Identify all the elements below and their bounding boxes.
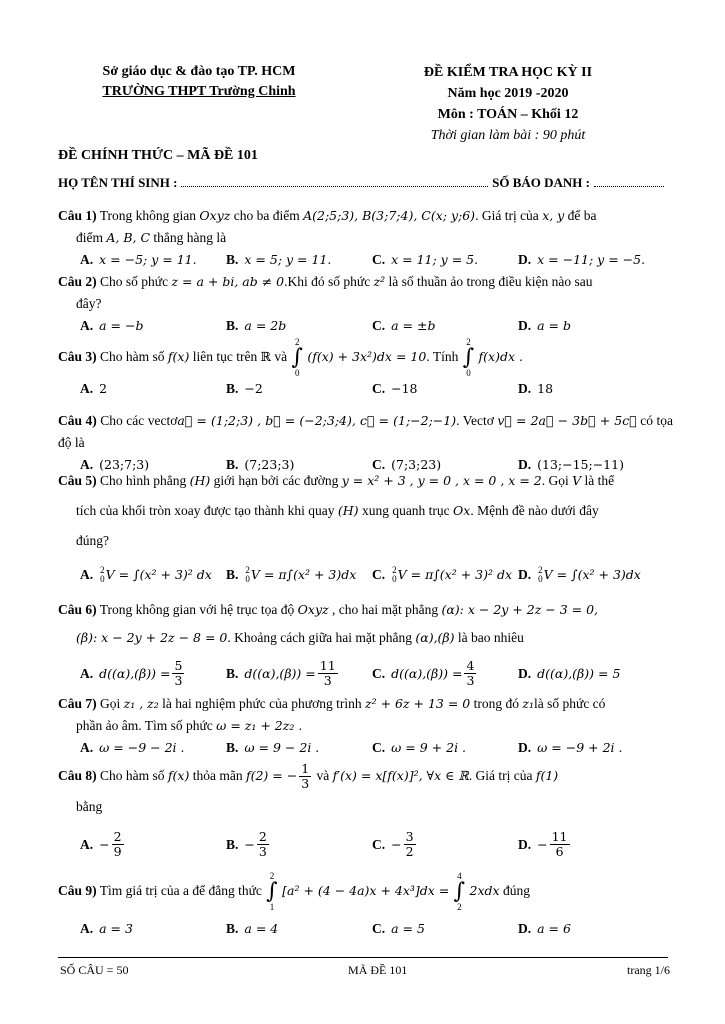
option-c[interactable] xyxy=(372,378,518,400)
question-text: thỏa mãn xyxy=(192,768,243,783)
question-text: là thể xyxy=(584,473,615,488)
options-row xyxy=(58,560,673,590)
option-fraction xyxy=(550,830,570,860)
question-5 xyxy=(58,466,673,590)
math-expression: (H) xyxy=(189,473,211,488)
question-text: thẳng hàng là xyxy=(153,230,227,245)
option-c[interactable] xyxy=(372,737,518,759)
candidate-id-label: SỐ BÁO DANH : xyxy=(492,175,590,190)
option-sign: − xyxy=(537,836,548,852)
option-c[interactable] xyxy=(372,315,518,337)
header-right xyxy=(378,62,638,146)
option-letter: B. xyxy=(226,665,239,681)
option-value: a = 5 xyxy=(391,921,425,936)
math-expression: (α): x − 2y + 2z − 3 = 0, xyxy=(441,602,599,617)
option-a[interactable] xyxy=(80,315,226,337)
math-expression: z₁ xyxy=(522,696,534,711)
integral-upper: 2 xyxy=(392,565,397,575)
question-text: tích của khối tròn xoay được tạo thành khi quay xyxy=(76,503,335,518)
integral-sign: 2 ∫ 1 xyxy=(266,871,278,912)
option-d[interactable] xyxy=(518,659,664,689)
fraction-numerator: 3 xyxy=(405,829,414,844)
question-text: . Tính xyxy=(426,349,459,365)
option-a[interactable] xyxy=(80,560,226,590)
question-text: là số thuần ảo trong điều kiện nào sau xyxy=(388,274,593,289)
question-label: Câu 7) xyxy=(58,696,97,711)
option-letter: B. xyxy=(226,567,239,582)
option-value: ω = 9 − 2i . xyxy=(244,740,320,755)
question-text: đây? xyxy=(76,296,102,311)
option-c[interactable] xyxy=(372,249,518,271)
math-expression: A(2;5;3), B(3;7;4), C(x; y;6) xyxy=(303,208,476,223)
option-sign: − xyxy=(99,836,110,852)
option-d[interactable] xyxy=(518,249,664,271)
question-1 xyxy=(58,205,673,271)
option-letter: A. xyxy=(80,836,94,852)
integral-sign xyxy=(538,566,543,584)
options-row xyxy=(58,659,673,689)
option-letter: D. xyxy=(518,567,532,582)
option-letter: A. xyxy=(80,381,94,396)
question-text: đúng? xyxy=(76,533,109,548)
options-row xyxy=(58,378,673,400)
option-value: V = ∫(x² + 3)² dx xyxy=(105,567,212,582)
option-letter: D. xyxy=(518,457,532,472)
question-text: và xyxy=(316,768,330,783)
option-d[interactable] xyxy=(518,378,664,400)
option-letter: C. xyxy=(372,567,386,582)
option-value: −2 xyxy=(244,381,263,396)
options-row xyxy=(58,249,673,271)
option-letter: C. xyxy=(372,381,386,396)
math-expression: (α),(β) xyxy=(415,630,455,645)
question-text: Cho các vectơ xyxy=(100,413,178,428)
option-value: 2 xyxy=(99,381,108,396)
option-fraction xyxy=(112,830,124,860)
question-text: .Khi đó số phức xyxy=(284,274,371,289)
option-letter: B. xyxy=(226,740,239,755)
question-text: liên tục trên xyxy=(192,349,258,365)
option-prefix: d((α),(β)) = xyxy=(244,665,316,681)
question-text: cho ba điểm xyxy=(233,208,300,223)
option-fraction xyxy=(172,659,184,689)
integral-lower: 1 xyxy=(269,902,275,912)
candidate-name-blank xyxy=(181,177,488,187)
question-label: Câu 5) xyxy=(58,473,97,488)
question-text: Tìm giá trị của a để đẳng thức xyxy=(99,883,262,899)
option-d[interactable] xyxy=(518,918,664,940)
fraction-denominator: 3 xyxy=(301,776,310,792)
option-b[interactable] xyxy=(226,249,372,271)
math-expression: f(2) = − xyxy=(245,768,298,783)
math-expression: (f(x) + 3x²)dx = 10 xyxy=(307,349,427,365)
option-value: a = b xyxy=(537,318,571,333)
candidate-name-label: HỌ TÊN THÍ SINH : xyxy=(58,175,178,190)
question-6 xyxy=(58,599,673,689)
question-text: Cho hình phẳng xyxy=(100,473,187,488)
option-letter: C. xyxy=(372,457,386,472)
question-count: SỐ CÂU = 50 xyxy=(60,963,129,977)
question-text: Trong không gian với hệ trục tọa độ xyxy=(99,602,295,617)
option-letter: B. xyxy=(226,457,239,472)
math-expression: z₁ , z₂ xyxy=(123,696,159,711)
option-value: (23;7;3) xyxy=(99,457,150,472)
question-text: Cho số phức xyxy=(100,274,169,289)
question-text: để ba xyxy=(567,208,597,223)
question-text: là số phức có xyxy=(534,696,606,711)
math-expression: f(x) xyxy=(167,768,190,783)
page-number: trang 1/6 xyxy=(626,963,670,977)
exam-code: MÃ ĐỀ 101 xyxy=(348,963,408,977)
option-value: a = ±b xyxy=(391,318,436,333)
option-a[interactable] xyxy=(80,659,226,689)
math-expression: V xyxy=(572,473,582,488)
option-letter: C. xyxy=(372,665,386,681)
question-label: Câu 6) xyxy=(58,602,97,617)
header-left xyxy=(64,62,334,102)
question-8 xyxy=(58,760,673,860)
math-expression: y = x² + 3 , y = 0 , x = 0 , x = 2 xyxy=(341,473,542,488)
option-value: 18 xyxy=(537,381,554,396)
integral-upper: 2 xyxy=(538,565,543,575)
school-name: TRƯỜNG THPT Trường Chinh xyxy=(102,84,296,99)
options-row xyxy=(58,830,673,860)
fraction-denominator: 3 xyxy=(174,673,183,689)
option-letter: C. xyxy=(372,836,386,852)
option-value: x = −11; y = −5. xyxy=(537,252,646,267)
math-expression: (β): x − 2y + 2z − 8 = 0 xyxy=(76,630,228,645)
math-expression: f(1) xyxy=(535,768,559,783)
option-prefix: d((α),(β)) = xyxy=(391,665,463,681)
fraction-denominator: 3 xyxy=(323,673,332,689)
option-a[interactable] xyxy=(80,830,226,860)
option-a[interactable] xyxy=(80,378,226,400)
candidate-line xyxy=(58,175,668,191)
math-expression: Oxyz xyxy=(199,208,231,223)
question-text: . Giá trị của xyxy=(468,768,533,783)
option-value: x = −5; y = 11. xyxy=(99,252,197,267)
fraction-numerator: 2 xyxy=(113,829,122,844)
option-d[interactable] xyxy=(518,560,664,590)
option-d[interactable] xyxy=(518,315,664,337)
question-text: , cho hai mặt phẳng xyxy=(331,602,439,617)
question-text: . Giá trị của xyxy=(475,208,539,223)
option-value: d((α),(β)) = 5 xyxy=(537,665,621,681)
fraction-numerator: 5 xyxy=(174,658,183,673)
option-letter: A. xyxy=(80,457,94,472)
option-value: a = 2b xyxy=(244,318,287,333)
option-value: ω = 9 + 2i . xyxy=(391,740,467,755)
option-value: (7;3;23) xyxy=(391,457,442,472)
question-text: đúng xyxy=(502,883,530,899)
option-letter: A. xyxy=(80,665,94,681)
question-9 xyxy=(58,872,673,940)
option-a[interactable] xyxy=(80,918,226,940)
option-letter: C. xyxy=(372,740,386,755)
integral-lower: 2 xyxy=(457,902,462,912)
question-label: Câu 9) xyxy=(58,883,97,899)
option-value: V = ∫(x² + 3)dx xyxy=(543,567,641,582)
question-label: Câu 8) xyxy=(58,768,97,783)
fraction-numerator: 11 xyxy=(319,658,336,673)
integral-sign xyxy=(392,566,397,584)
integral-sign: 2 ∫ 0 xyxy=(462,337,475,378)
math-expression: a⃗ = (1;2;3) , b⃗ = (−2;3;4), c⃗ = (1;−2;−1) xyxy=(177,413,457,428)
question-text: . Khoảng cách giữa hai mặt phẳng xyxy=(227,630,412,645)
integral-sign: 2 ∫ 0 xyxy=(291,337,303,378)
option-fraction xyxy=(318,659,338,689)
options-row xyxy=(58,918,673,940)
option-letter: B. xyxy=(226,318,239,333)
question-text: là bao nhiêu xyxy=(457,630,524,645)
option-a[interactable] xyxy=(80,249,226,271)
exam-title: ĐỀ KIỂM TRA HỌC KỲ II xyxy=(423,65,593,80)
math-expression: v⃗ = 2a⃗ − 3b⃗ + 5c⃗ xyxy=(497,413,637,428)
option-letter: C. xyxy=(372,921,386,936)
option-b[interactable] xyxy=(226,918,372,940)
integral-lower: 0 xyxy=(294,368,300,378)
question-3 xyxy=(58,338,673,400)
official-label: ĐỀ CHÍNH THỨC – MÃ ĐỀ 101 xyxy=(58,148,258,163)
option-letter: A. xyxy=(80,252,94,267)
math-expression: f(x)dx . xyxy=(478,349,523,365)
integral-upper: 2 xyxy=(294,337,300,347)
math-expression: Ox xyxy=(453,503,471,518)
option-sign: − xyxy=(244,836,255,852)
option-letter: B. xyxy=(226,252,239,267)
question-text: Trong không gian xyxy=(99,208,197,223)
question-text: phần ảo âm. Tìm số phức xyxy=(76,718,213,733)
math-expression: z = a + bi, ab ≠ 0 xyxy=(171,274,285,289)
option-b[interactable] xyxy=(226,560,372,590)
option-letter: D. xyxy=(518,836,532,852)
fraction-denominator: 2 xyxy=(405,844,414,860)
fraction-denominator: 6 xyxy=(555,844,564,860)
question-text: xung quanh trục xyxy=(361,503,450,518)
math-expression: f′(x) = x[f(x)]², ∀x ∈ ℝ xyxy=(332,768,469,783)
fraction-denominator: 3 xyxy=(258,844,267,860)
option-value: V = π∫(x² + 3)² dx xyxy=(397,567,513,582)
fraction-numerator: 11 xyxy=(551,829,568,844)
option-b[interactable] xyxy=(226,315,372,337)
math-expression: (H) xyxy=(337,503,359,518)
option-value: (7;23;3) xyxy=(244,457,295,472)
option-letter: B. xyxy=(226,836,239,852)
math-expression: [a² + (4 − 4a)x + 4x³]dx = xyxy=(282,883,450,899)
option-value: V = π∫(x² + 3)dx xyxy=(250,567,357,582)
option-value: ω = −9 − 2i . xyxy=(99,740,185,755)
option-fraction xyxy=(257,830,269,860)
option-sign: − xyxy=(391,836,402,852)
option-c[interactable] xyxy=(372,659,518,689)
option-letter: D. xyxy=(518,665,532,681)
option-prefix: d((α),(β)) = xyxy=(99,665,171,681)
math-expression: Oxyz xyxy=(297,602,329,617)
option-letter: D. xyxy=(518,318,532,333)
integral-sign xyxy=(100,566,105,584)
option-value: a = 4 xyxy=(244,921,279,936)
math-expression: z² + 6z + 13 = 0 xyxy=(365,696,471,711)
option-letter: A. xyxy=(80,318,94,333)
option-letter: C. xyxy=(372,318,386,333)
option-b[interactable] xyxy=(226,378,372,400)
question-text: và xyxy=(274,349,288,365)
integral-lower: 0 xyxy=(538,574,543,584)
question-text: điểm xyxy=(76,230,103,245)
fraction-denominator: 3 xyxy=(466,673,475,689)
option-letter: B. xyxy=(226,921,239,936)
integral-upper: 2 xyxy=(245,565,250,575)
fraction-numerator: 4 xyxy=(466,658,475,673)
option-value: a = 3 xyxy=(99,921,133,936)
question-label: Câu 2) xyxy=(58,274,97,289)
candidate-id-blank xyxy=(594,177,664,187)
question-text: . Vectơ xyxy=(456,413,494,428)
option-value: a = −b xyxy=(99,318,144,333)
math-expression: z² xyxy=(373,274,386,289)
fraction-numerator: 2 xyxy=(258,829,267,844)
option-a[interactable] xyxy=(80,737,226,759)
integral-lower: 0 xyxy=(392,574,397,584)
options-row xyxy=(58,737,673,759)
math-expression: f(x) xyxy=(167,349,190,365)
question-text: là hai nghiệm phức của phương trình xyxy=(162,696,362,711)
option-letter: B. xyxy=(226,381,239,396)
integral-lower: 0 xyxy=(466,368,471,378)
question-text: . Mệnh đề nào dưới đây xyxy=(470,503,599,518)
footer xyxy=(60,963,670,978)
options-row xyxy=(58,315,673,337)
option-d[interactable] xyxy=(518,830,664,860)
option-letter: D. xyxy=(518,740,532,755)
question-label: Câu 3) xyxy=(58,349,97,365)
option-fraction xyxy=(404,830,416,860)
option-b[interactable] xyxy=(226,737,372,759)
question-label: Câu 1) xyxy=(58,208,97,223)
duration: Thời gian làm bài : 90 phút xyxy=(430,128,586,143)
subject: Môn : TOÁN – Khối 12 xyxy=(437,107,579,122)
department-name: Sở giáo dục & đào tạo TP. HCM xyxy=(102,64,296,79)
option-letter: A. xyxy=(80,740,94,755)
inline-fraction xyxy=(299,762,311,792)
option-b[interactable] xyxy=(226,830,372,860)
option-letter: D. xyxy=(518,921,532,936)
question-text: trong đó xyxy=(473,696,520,711)
option-value: x = 5; y = 11. xyxy=(244,252,332,267)
integral-upper: 4 xyxy=(457,871,462,881)
math-expression: ω = z₁ + 2z₂ . xyxy=(216,718,303,733)
question-label: Câu 4) xyxy=(58,413,97,428)
integral-lower: 0 xyxy=(100,574,105,584)
math-expression: ℝ xyxy=(260,349,271,365)
question-text: . Gọi xyxy=(541,473,569,488)
option-letter: D. xyxy=(518,381,532,396)
footer-rule xyxy=(58,957,668,958)
option-value: (13;−15;−11) xyxy=(537,457,624,472)
option-letter: D. xyxy=(518,252,532,267)
option-value: ω = −9 + 2i . xyxy=(537,740,623,755)
option-c[interactable] xyxy=(372,918,518,940)
question-text: Cho hàm số xyxy=(100,349,165,365)
question-text: có tọa độ là xyxy=(58,413,673,450)
integral-upper: 2 xyxy=(100,565,105,575)
math-expression: x, y xyxy=(542,208,565,223)
option-b[interactable] xyxy=(226,659,372,689)
question-2 xyxy=(58,271,673,337)
question-text: bằng xyxy=(76,799,103,814)
question-text: giới hạn bởi các đường xyxy=(213,473,339,488)
option-value: a = 6 xyxy=(537,921,571,936)
option-c[interactable] xyxy=(372,560,518,590)
question-7 xyxy=(58,693,673,759)
integral-lower: 0 xyxy=(245,574,250,584)
fraction-numerator: 1 xyxy=(301,761,310,777)
option-letter: A. xyxy=(80,921,94,936)
integral-sign: 4 ∫ 2 xyxy=(453,871,466,912)
question-text: Cho hàm số xyxy=(100,768,165,783)
option-letter: A. xyxy=(80,567,94,582)
school-year: Năm học 2019 -2020 xyxy=(447,86,569,101)
option-letter: C. xyxy=(372,252,386,267)
option-value: x = 11; y = 5. xyxy=(391,252,479,267)
math-expression: 2xdx xyxy=(469,883,500,899)
fraction-denominator: 9 xyxy=(113,844,122,860)
question-text: Gọi xyxy=(100,696,121,711)
integral-sign xyxy=(245,566,250,584)
option-value: −18 xyxy=(391,381,418,396)
option-d[interactable] xyxy=(518,737,664,759)
math-expression: A, B, C xyxy=(106,230,151,245)
option-c[interactable] xyxy=(372,830,518,860)
option-fraction xyxy=(464,659,476,689)
integral-upper: 2 xyxy=(466,337,471,347)
integral-upper: 2 xyxy=(269,871,275,881)
